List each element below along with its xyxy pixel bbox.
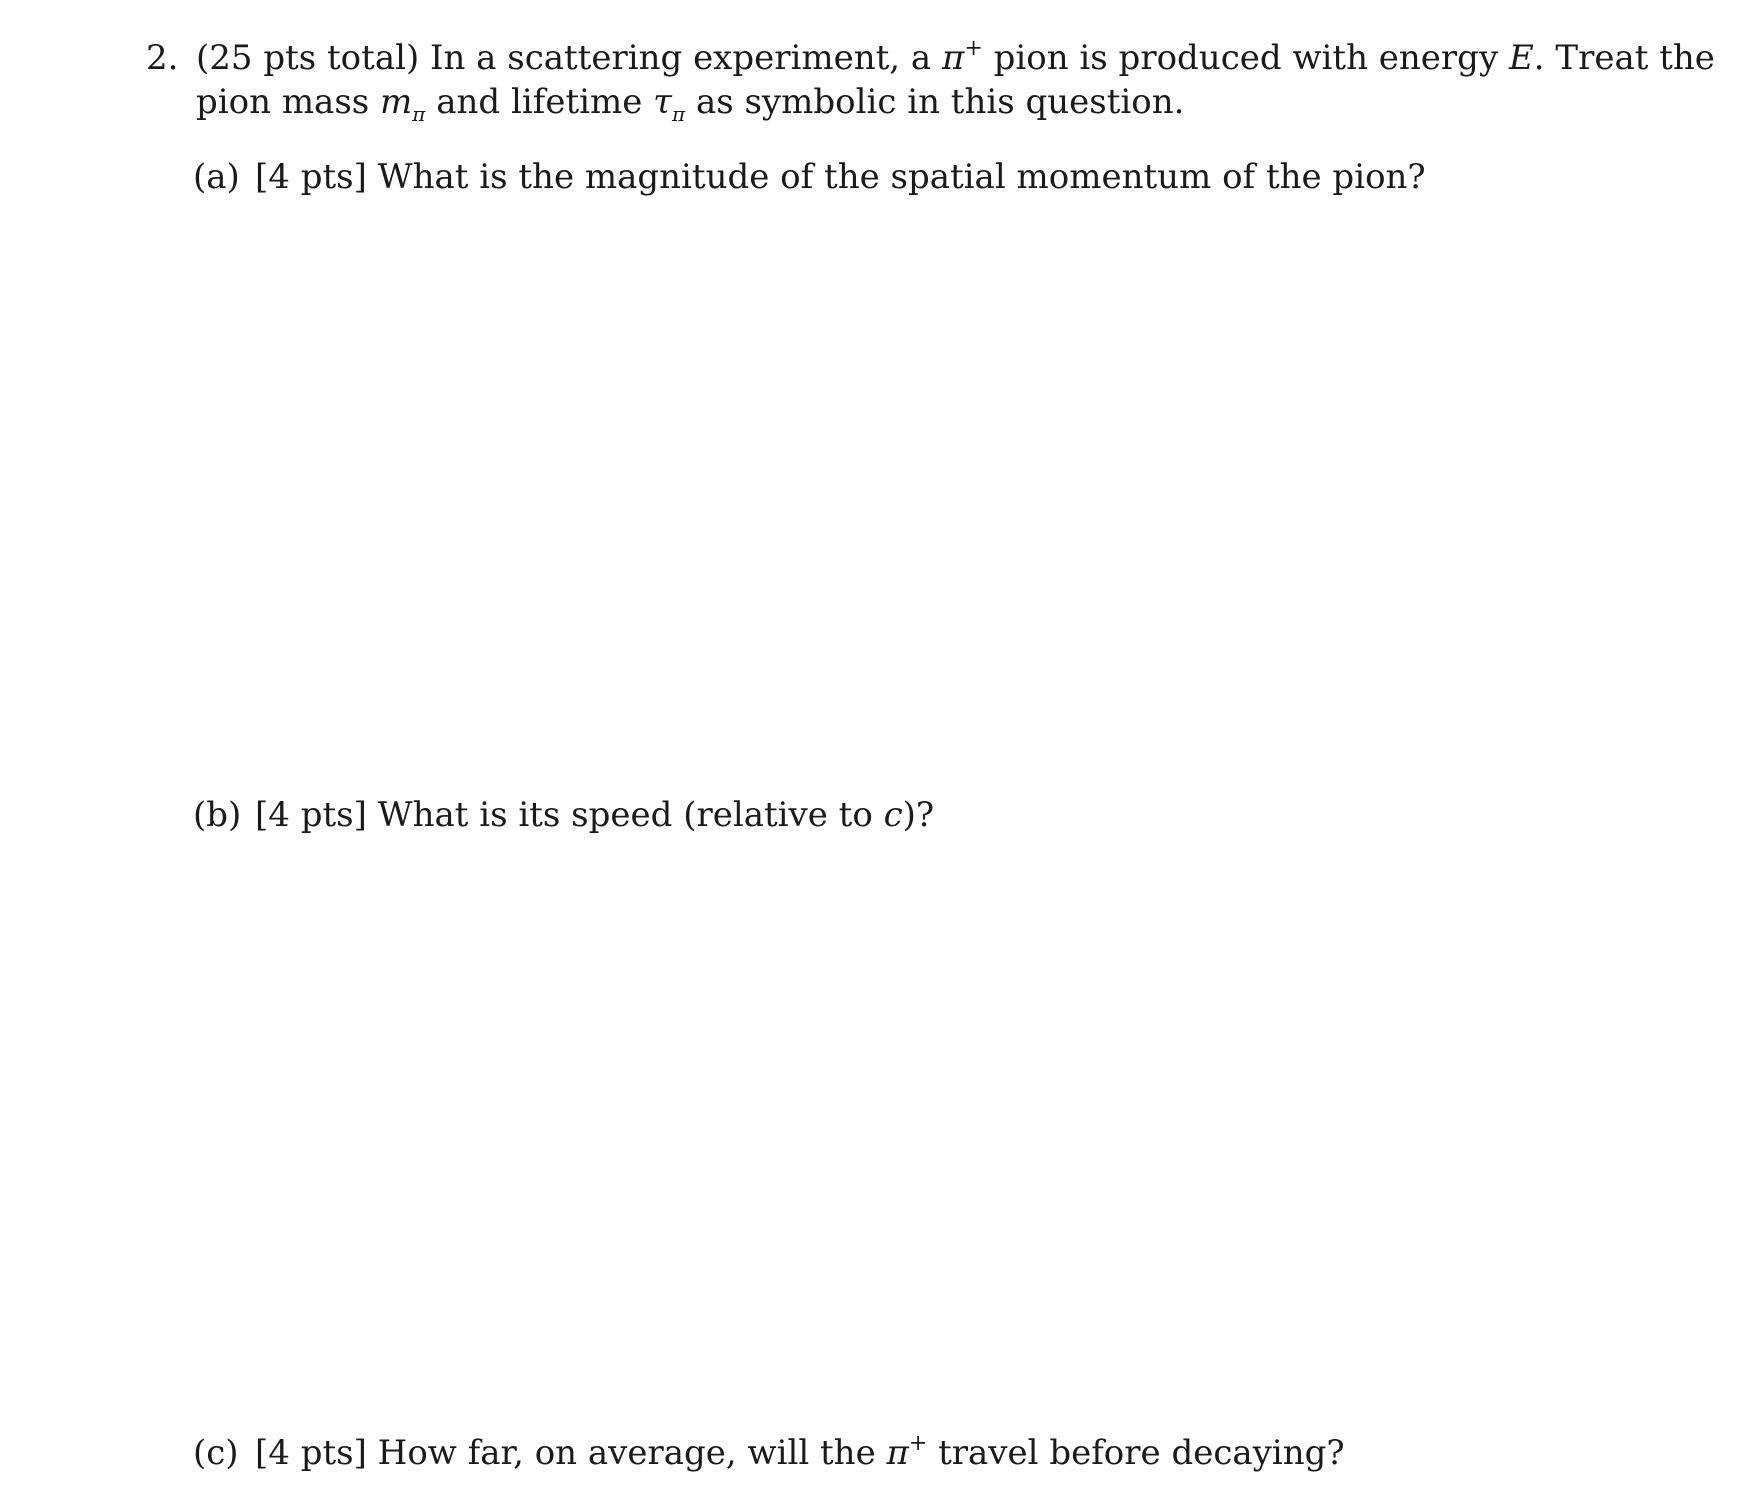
part-c-question-2: travel before decaying? (938, 1433, 1345, 1473)
part-a-points: [4 pts] (255, 157, 367, 197)
problem-intro-line-1 (196, 36, 1715, 80)
line2-text-3: as symbolic in this question. (695, 82, 1185, 122)
pion-lifetime-symbol: $\tau_\pi$ (653, 82, 686, 126)
problem-number: 2. (146, 38, 179, 78)
part-c-points: [4 pts] (255, 1433, 367, 1473)
intro-text-1: In a scattering experiment, a (430, 38, 932, 78)
part-a (193, 155, 1426, 199)
problem-intro-line-2 (196, 80, 1184, 124)
line2-text-1: pion mass (196, 82, 370, 122)
energy-symbol: E (1508, 38, 1534, 78)
part-a-label: (a) (193, 157, 240, 197)
part-b-label: (b) (193, 795, 242, 835)
speed-of-light-symbol: c (883, 795, 903, 835)
line2-text-2: and lifetime (436, 82, 643, 122)
part-a-question: What is the magnitude of the spatial momentum of the pion? (377, 157, 1426, 197)
intro-text-2: pion is produced with energy (993, 38, 1499, 78)
part-b-question-2: )? (902, 795, 935, 835)
pion-symbol: π+ (942, 36, 983, 78)
intro-text-3: . Treat the (1533, 38, 1715, 78)
problem-points: (25 pts total) (196, 38, 420, 78)
part-b-points: [4 pts] (255, 795, 367, 835)
pion-mass-symbol: $m_\pi$ (380, 82, 426, 126)
part-c-question-1: How far, on average, will the (377, 1433, 876, 1473)
part-c (193, 1431, 1345, 1475)
part-b (193, 793, 934, 837)
part-c-label: (c) (193, 1433, 239, 1473)
pion-symbol-c: π+ (886, 1431, 928, 1473)
part-b-question-1: What is its speed (relative to (377, 795, 873, 835)
